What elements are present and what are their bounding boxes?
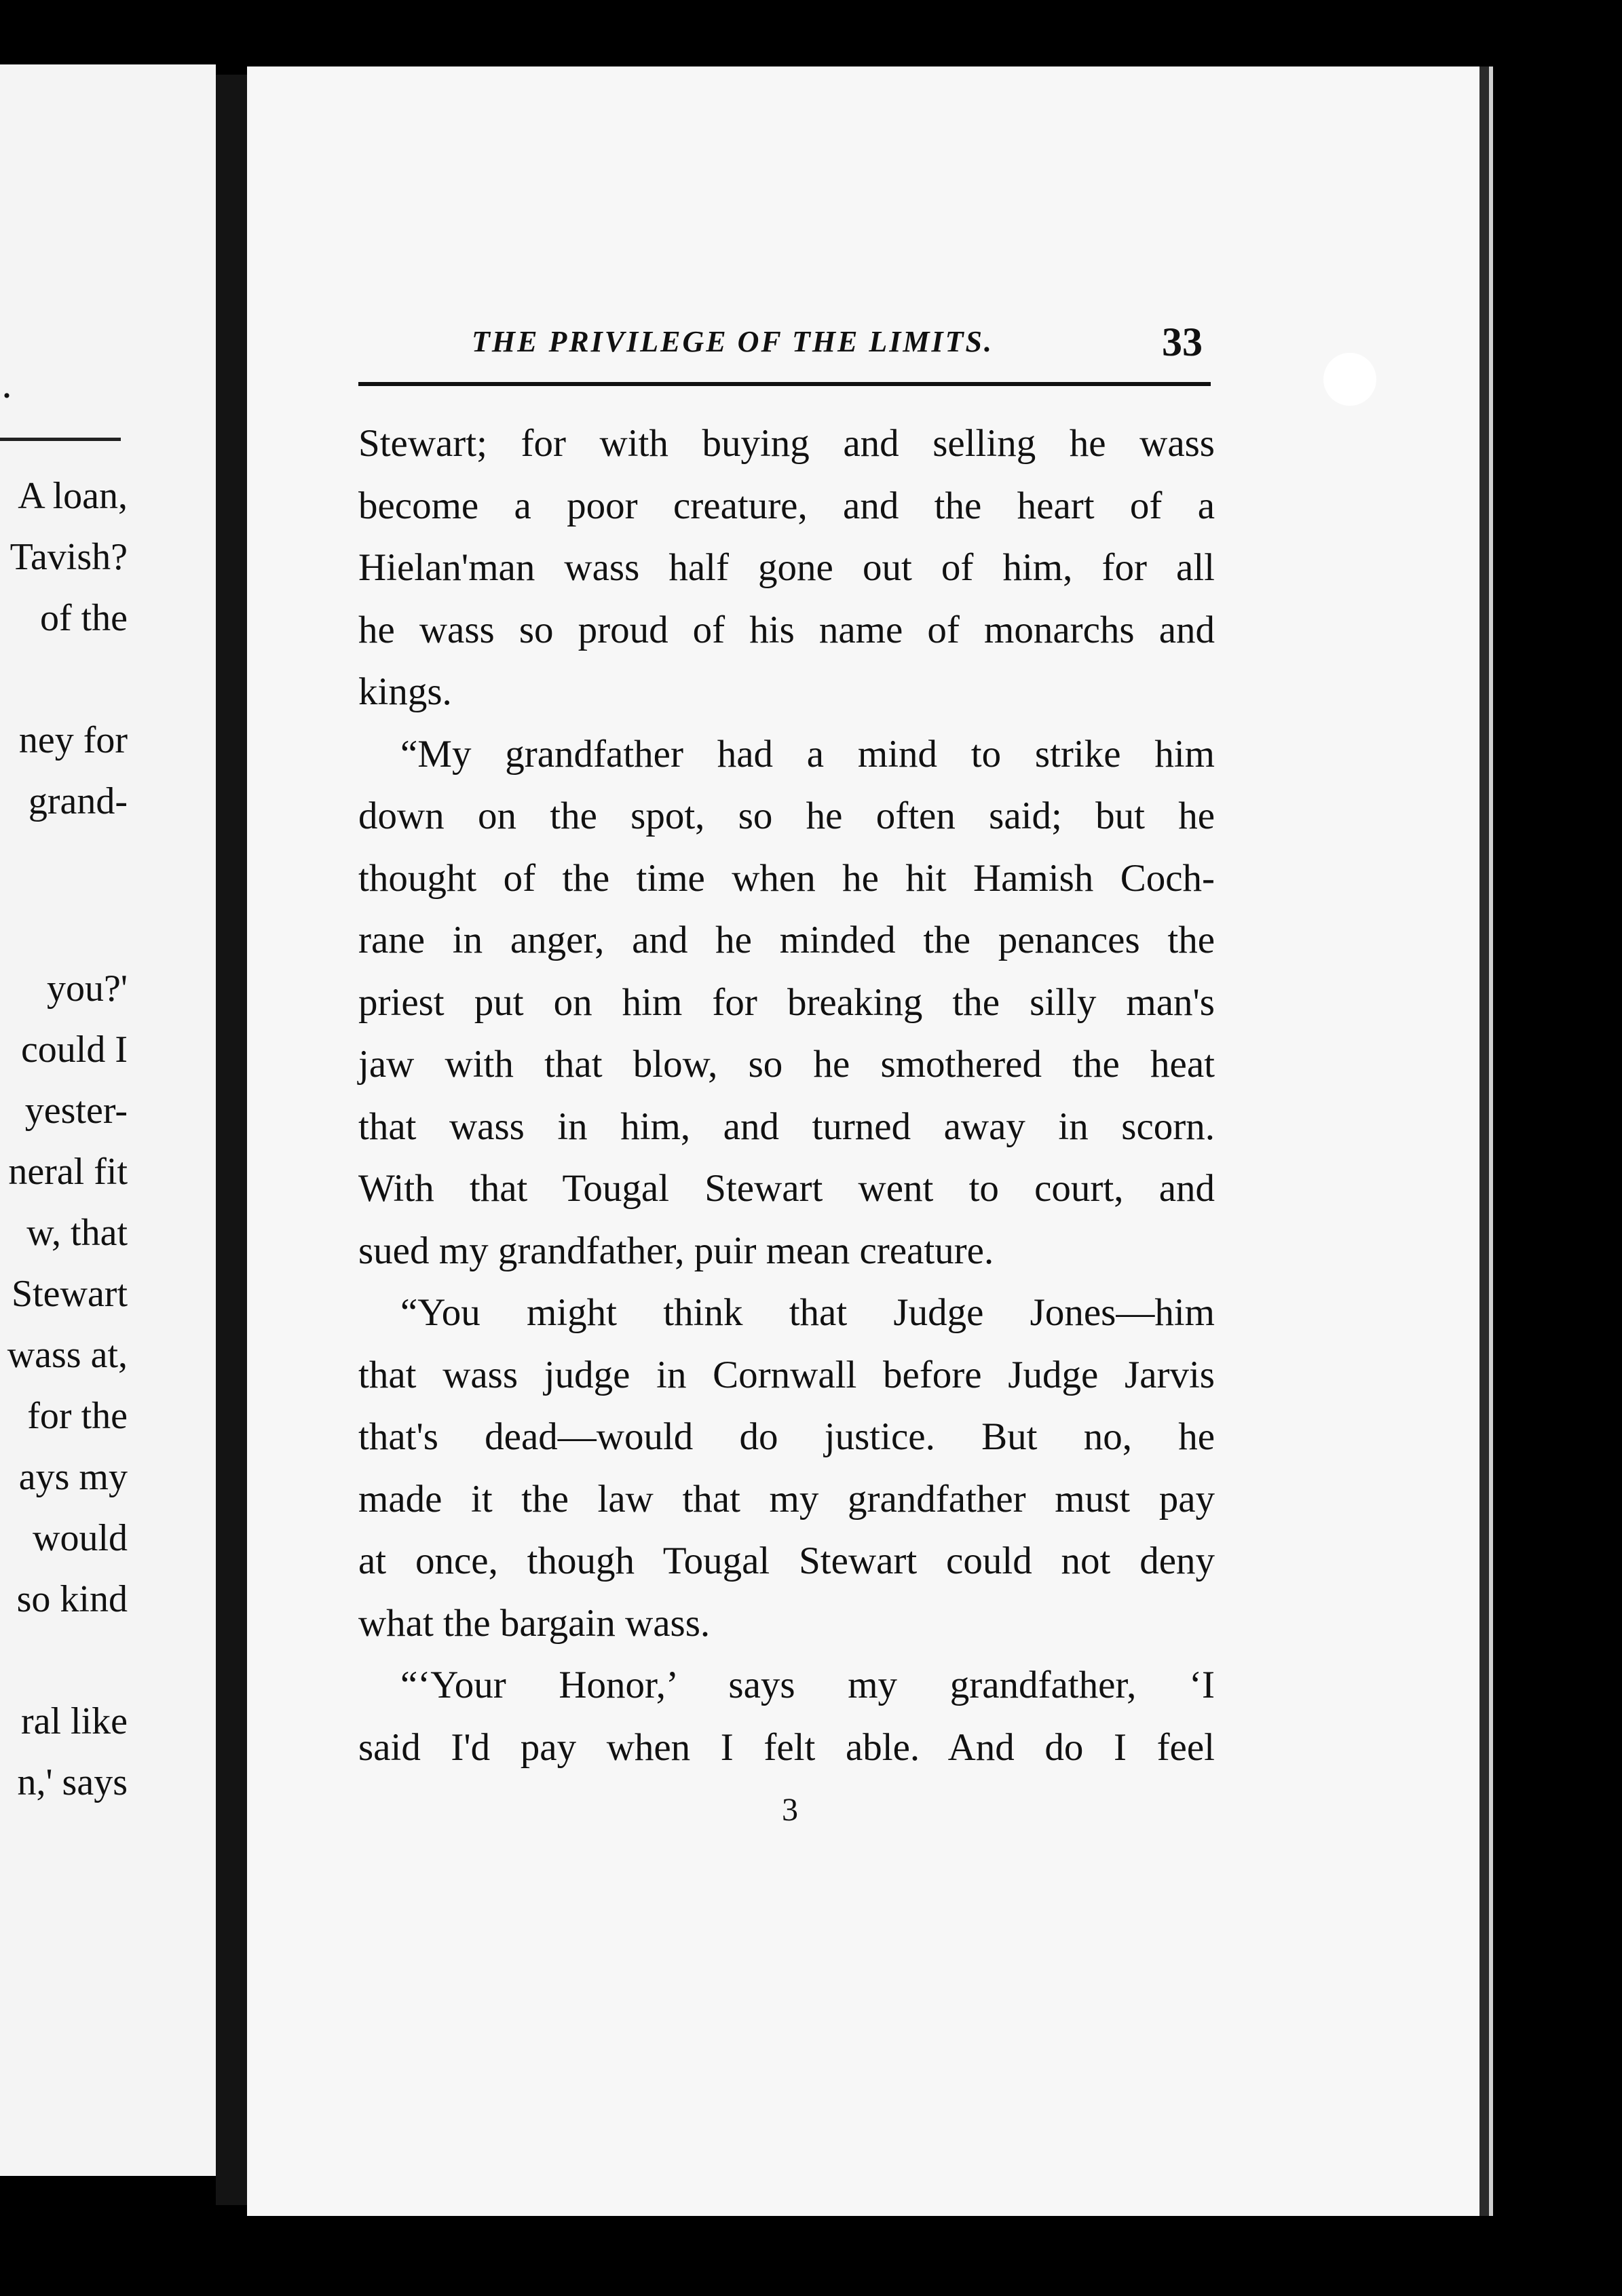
previous-page — [0, 64, 216, 2176]
text-line: that wass in him, and turned away in scorn. — [358, 1105, 1215, 1148]
scan-speck — [1323, 353, 1376, 406]
text-line: said I'd pay when I felt able. And do I feel — [358, 1725, 1215, 1769]
text-line: at once, though Tougal Stewart could not deny — [358, 1539, 1215, 1582]
left-page-rule — [0, 438, 121, 441]
header-rule — [358, 382, 1211, 386]
text-line: “My grandfather had a mind to strike him — [400, 732, 1215, 776]
left-line: w, that — [26, 1212, 128, 1254]
left-line: Stewart — [11, 1273, 128, 1315]
text-line: he wass so proud of his name of monarchs and — [358, 608, 1215, 651]
left-line: of the — [39, 597, 128, 639]
text-line: kings. — [358, 670, 452, 713]
text-line: made it the law that my grandfather must pay — [358, 1477, 1215, 1520]
left-line: Tavish? — [10, 536, 128, 578]
text-line: With that Tougal Stewart went to court, and — [358, 1167, 1215, 1210]
running-title: THE PRIVILEGE OF THE LIMITS. — [472, 325, 994, 358]
page-edge — [1489, 66, 1493, 2216]
left-line: you?' — [47, 968, 128, 1010]
page-number: 33 — [1162, 320, 1203, 364]
left-line: would — [33, 1517, 128, 1559]
text-line: priest put on him for breaking the silly man's — [358, 980, 1215, 1024]
text-line: that wass judge in Cornwall before Judge Jarvis — [358, 1353, 1215, 1396]
left-line: ney for — [18, 719, 128, 761]
left-line: could I — [20, 1029, 128, 1071]
text-line: rane in anger, and he minded the penances the — [358, 919, 1215, 961]
text-line: sued my grandfather, puir mean creature. — [358, 1229, 994, 1272]
left-line: so kind — [16, 1578, 128, 1620]
text-line: Hielan'man wass half gone out of him, for all — [358, 546, 1215, 589]
text-line: Stewart; for with buying and selling he wass — [358, 422, 1215, 465]
left-line: neral fit — [8, 1151, 128, 1193]
left-line: n,' says — [17, 1761, 128, 1803]
text-line: that's dead—would do justice. But no, he — [358, 1415, 1215, 1458]
text-line: thought of the time when he hit Hamish Coch- — [358, 856, 1215, 900]
left-line: A loan, — [18, 475, 128, 517]
left-line: grand- — [28, 780, 128, 822]
text-line: what the bargain wass. — [358, 1601, 711, 1645]
left-page-mark: · — [0, 373, 14, 418]
text-line: down on the spot, so he often said; but he — [358, 795, 1215, 837]
signature-mark: 3 — [782, 1792, 798, 1828]
body-text — [358, 413, 1215, 1778]
text-line: become a poor creature, and the heart of a — [358, 484, 1215, 527]
left-line: ral like — [20, 1700, 128, 1742]
left-line: for the — [27, 1395, 128, 1437]
text-line: jaw with that blow, so he smothered the heat — [358, 1043, 1215, 1086]
text-line: “‘Your Honor,’ says my grandfather, ‘I — [400, 1664, 1215, 1706]
left-line: yester- — [24, 1090, 128, 1132]
text-line: “You might think that Judge Jones—him — [400, 1291, 1215, 1334]
left-line: wass at, — [7, 1334, 128, 1376]
left-line: ays my — [18, 1456, 128, 1498]
